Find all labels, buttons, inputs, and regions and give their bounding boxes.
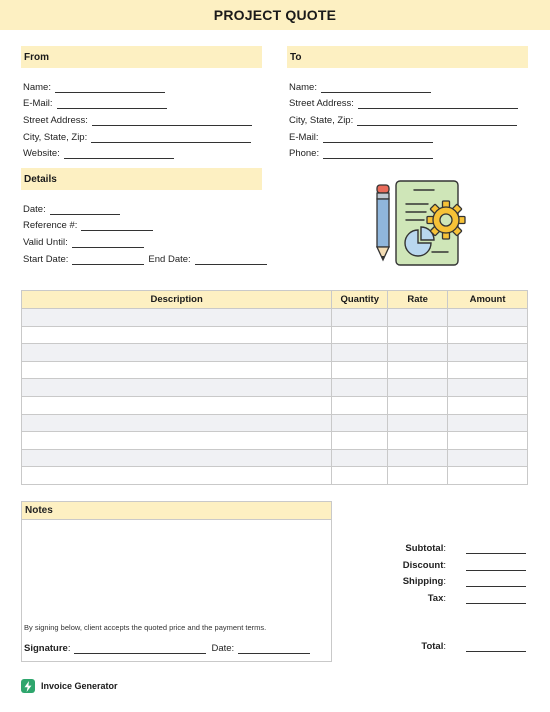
document-title: PROJECT QUOTE (213, 7, 337, 23)
amount-cell[interactable] (448, 414, 528, 432)
rate-cell[interactable] (388, 449, 448, 467)
brand-name: Invoice Generator (41, 681, 118, 691)
quantity-cell[interactable] (332, 396, 388, 414)
from-name-field[interactable]: Name: (23, 76, 252, 93)
description-cell[interactable] (22, 414, 332, 432)
pencil-icon (377, 185, 389, 260)
rate-cell[interactable] (388, 379, 448, 397)
subtotal-row: Subtotal: (380, 537, 528, 554)
gear-icon (427, 201, 465, 239)
rate-cell[interactable] (388, 467, 448, 485)
signature-label: Signature (24, 643, 68, 654)
discount-row: Discount: (380, 554, 528, 571)
amount-column-header: Amount (448, 291, 528, 309)
table-body (22, 309, 528, 485)
to-phone-field[interactable]: Phone: (289, 143, 518, 160)
description-cell[interactable] (22, 309, 332, 327)
quantity-cell[interactable] (332, 449, 388, 467)
brand-footer (21, 679, 118, 693)
from-email-field[interactable]: E-Mail: (23, 93, 252, 110)
description-cell[interactable] (22, 344, 332, 362)
end-date-label: End Date: (148, 253, 191, 265)
totals-summary (380, 537, 528, 604)
from-heading: From (21, 46, 262, 68)
to-street-field[interactable]: Street Address: (289, 93, 518, 110)
from-street-field[interactable]: Street Address: (23, 109, 252, 126)
amount-cell[interactable] (448, 379, 528, 397)
start-end-date-field[interactable]: Start Date: End Date: (23, 248, 267, 265)
description-column-header: Description (22, 291, 332, 309)
description-cell[interactable] (22, 361, 332, 379)
description-cell[interactable] (22, 449, 332, 467)
shipping-row: Shipping: (380, 571, 528, 588)
signature-row: Signature : Date: (24, 643, 310, 654)
from-website-field[interactable]: Website: (23, 143, 252, 160)
lightning-bolt-icon (21, 679, 35, 693)
from-city-field[interactable]: City, State, Zip: (23, 126, 252, 143)
to-city-field[interactable]: City, State, Zip: (289, 109, 518, 126)
quantity-column-header: Quantity (332, 291, 388, 309)
table-row (22, 309, 528, 327)
to-name-field[interactable]: Name: (289, 76, 518, 93)
amount-cell[interactable] (448, 361, 528, 379)
signature-date-label: Date: (211, 643, 235, 654)
rate-cell[interactable] (388, 361, 448, 379)
to-heading: To (287, 46, 528, 68)
acceptance-statement: By signing below, client accepts the quoted price and the payment terms. (24, 623, 267, 632)
reference-field[interactable]: Reference #: (23, 215, 267, 232)
table-row (22, 361, 528, 379)
amount-cell[interactable] (448, 467, 528, 485)
to-fields (289, 76, 518, 159)
amount-cell[interactable] (448, 309, 528, 327)
total-line[interactable] (466, 642, 526, 652)
title-bar (0, 0, 550, 30)
quantity-cell[interactable] (332, 344, 388, 362)
notes-heading: Notes (22, 502, 331, 520)
quantity-cell[interactable] (332, 326, 388, 344)
amount-cell[interactable] (448, 432, 528, 450)
valid-until-field[interactable]: Valid Until: (23, 231, 267, 248)
rate-cell[interactable] (388, 432, 448, 450)
table-row (22, 414, 528, 432)
table-row (22, 467, 528, 485)
from-fields (23, 76, 252, 159)
total-row: Total: (380, 636, 528, 652)
discount-line[interactable] (466, 561, 526, 571)
description-cell[interactable] (22, 326, 332, 344)
quantity-cell[interactable] (332, 361, 388, 379)
quote-illustration-icon (372, 180, 472, 266)
shipping-line[interactable] (466, 577, 526, 587)
rate-cell[interactable] (388, 414, 448, 432)
amount-cell[interactable] (448, 344, 528, 362)
line-items-table (21, 290, 528, 485)
description-cell[interactable] (22, 432, 332, 450)
rate-cell[interactable] (388, 344, 448, 362)
table-row (22, 432, 528, 450)
notes-box (21, 501, 332, 662)
description-cell[interactable] (22, 396, 332, 414)
subtotal-line[interactable] (466, 544, 526, 554)
table-row (22, 344, 528, 362)
tax-row: Tax: (380, 587, 528, 604)
description-cell[interactable] (22, 467, 332, 485)
amount-cell[interactable] (448, 396, 528, 414)
amount-cell[interactable] (448, 449, 528, 467)
amount-cell[interactable] (448, 326, 528, 344)
signature-date-line[interactable] (238, 644, 310, 654)
description-cell[interactable] (22, 379, 332, 397)
details-fields (23, 198, 267, 265)
rate-cell[interactable] (388, 309, 448, 327)
quantity-cell[interactable] (332, 432, 388, 450)
quantity-cell[interactable] (332, 379, 388, 397)
rate-column-header: Rate (388, 291, 448, 309)
date-field[interactable]: Date: (23, 198, 267, 215)
table-row (22, 379, 528, 397)
quantity-cell[interactable] (332, 309, 388, 327)
quantity-cell[interactable] (332, 414, 388, 432)
table-row (22, 449, 528, 467)
table-row (22, 326, 528, 344)
rate-cell[interactable] (388, 396, 448, 414)
table-header-row (22, 291, 528, 309)
to-email-field[interactable]: E-Mail: (289, 126, 518, 143)
tax-line[interactable] (466, 594, 526, 604)
signature-line[interactable] (74, 644, 206, 654)
rate-cell[interactable] (388, 326, 448, 344)
details-heading: Details (21, 168, 262, 190)
table-row (22, 396, 528, 414)
quantity-cell[interactable] (332, 467, 388, 485)
